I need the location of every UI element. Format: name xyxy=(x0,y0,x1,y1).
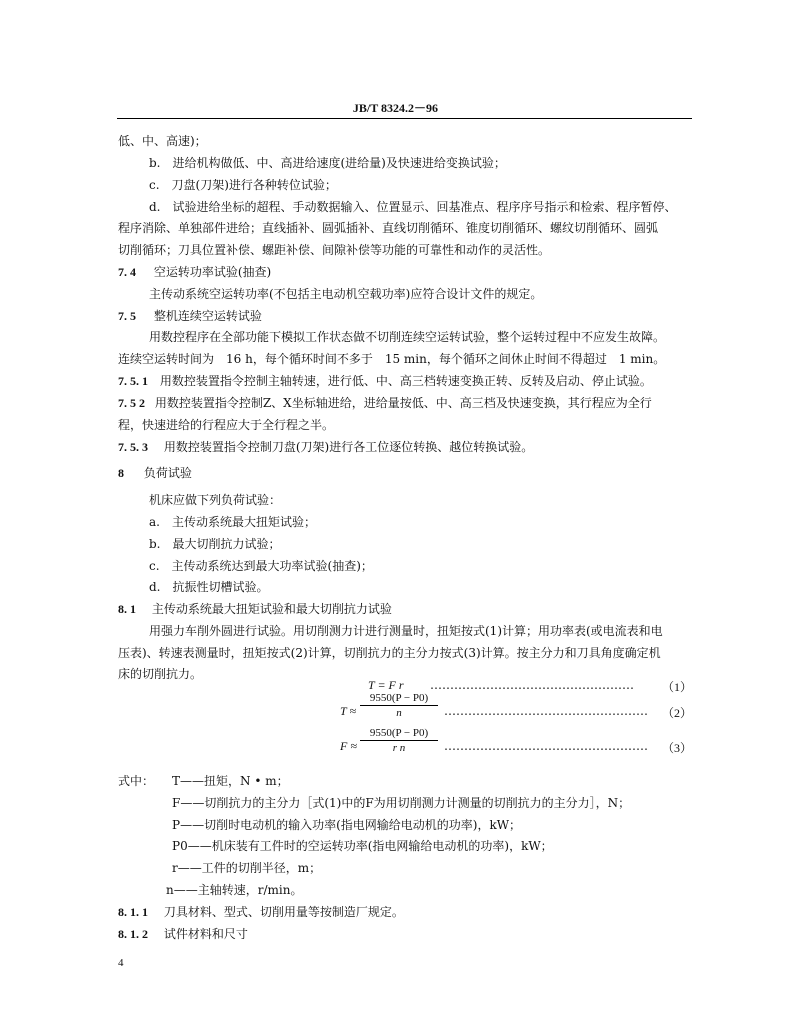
list-item-c: c. 刀盘(刀架)进行各种转位试验； xyxy=(149,178,337,192)
text-line: 连续空运转时间为 16 h，每个循环时间不多于 15 min，每个循环之间休止时间不得超过 1 min。 xyxy=(118,352,666,366)
section-text: 刀具材料、型式、切削用量等按制造厂规定。 xyxy=(163,905,404,919)
text-line: 机床应做下列负荷试验： xyxy=(149,493,282,507)
section-7-5-3 xyxy=(118,439,533,455)
equation-2-numerator: 9550(P − P0) xyxy=(369,692,429,704)
page-number: 4 xyxy=(118,957,124,969)
text-line: 低、中、高速)； xyxy=(118,134,207,148)
section-text: 用数控装置指令控制Z、X坐标轴进给，进给量按低、中、高三档及快速变换，其行程应为全行 xyxy=(154,396,652,410)
section-number: 8. 1 xyxy=(118,602,136,616)
equation-2-leader: …………………………………………… xyxy=(444,704,648,718)
list-item-b: b. 进给机构做低、中、高进给速度(进给量)及快速进给变换试验； xyxy=(149,156,506,170)
symbol-definition-T: T——扭矩，N • m； xyxy=(172,774,289,788)
section-7-5-1 xyxy=(118,373,652,389)
equation-2-fraction xyxy=(360,692,438,719)
text-line: 用强力车削外圆进行试验。用切削测力计进行测量时，扭矩按式(1)计算；用功率表(或电流表和电 xyxy=(149,624,663,638)
text-line: 程序消除、单独部件进给；直线插补、圆弧插补、直线切削循环、锥度切削循环、螺纹切削循环、圆弧 xyxy=(118,221,659,235)
section-7-4 xyxy=(118,264,271,280)
section-number: 7. 5 xyxy=(118,309,136,323)
section-title: 负荷试验 xyxy=(143,466,192,480)
list-item-a: a. 主传动系统最大扭矩试验； xyxy=(149,515,316,529)
fraction-bar xyxy=(360,705,438,706)
section-text: 用数控装置指令控制刀盘(刀架)进行各工位逐位转换、越位转换试验。 xyxy=(163,440,534,454)
section-8-1-1 xyxy=(118,904,404,920)
section-title: 主传动系统最大扭矩试验和最大切削抗力试验 xyxy=(151,602,392,616)
fraction-bar xyxy=(360,740,438,741)
text-line: 切削循环；刀具位置补偿、螺距补偿、间隙补偿等功能的可靠性和动作的灵活性。 xyxy=(118,243,551,257)
section-8 xyxy=(118,465,192,481)
section-number: 8 xyxy=(118,466,124,480)
equation-2-denominator: n xyxy=(396,707,402,719)
section-7-5-2 xyxy=(118,395,652,411)
text-line: 用数控程序在全部功能下模拟工作状态做不切削连续空运转试验，整个运转过程中不应发生故障。 xyxy=(149,330,666,344)
equation-3-leader: …………………………………………… xyxy=(444,739,648,753)
symbol-definition-r: r——工件的切削半径，m； xyxy=(172,861,322,875)
equation-3-number: （3） xyxy=(662,741,693,755)
equation-1-number: （1） xyxy=(662,680,693,694)
section-8-1 xyxy=(118,601,392,617)
equation-1: T = F r xyxy=(368,678,404,692)
text-line: 压表)、转速表测量时，扭矩按式(2)计算，切削抗力的主分力按式(3)计算。按主分力和刀具角度确定机 xyxy=(118,646,661,660)
symbol-definition-F: F——切削抗力的主分力［式(1)中的F为用切削测力计测量的切削抗力的主分力］，N； xyxy=(172,796,631,810)
section-title: 空运转功率试验(抽查) xyxy=(153,265,272,279)
equation-3-denominator: r n xyxy=(392,742,406,754)
equation-2-number: （2） xyxy=(662,706,693,720)
equation-2-lhs: T ≈ xyxy=(340,704,357,718)
list-item-d: d. 抗振性切槽试验。 xyxy=(149,580,269,594)
section-8-1-2 xyxy=(118,926,248,942)
section-number: 8. 1. 2 xyxy=(118,927,148,941)
equation-3-lhs: F ≈ xyxy=(340,739,357,753)
symbol-definition-P: P——切削时电动机的输入功率(指电网输给电动机的功率)，kW； xyxy=(172,818,522,832)
section-text: 试件材料和尺寸 xyxy=(163,927,248,941)
section-7-5 xyxy=(118,308,262,324)
list-item-b: b. 最大切削抗力试验； xyxy=(149,537,281,551)
where-label: 式中： xyxy=(118,774,155,788)
header-rule xyxy=(117,118,692,119)
equation-1-leader: …………………………………………… xyxy=(430,678,634,692)
equation-3-fraction xyxy=(360,727,438,754)
section-number: 7. 5. 1 xyxy=(118,374,148,388)
text-line: 程，快速进给的行程应大于全行程之半。 xyxy=(118,418,335,432)
section-number: 7. 4 xyxy=(118,265,136,279)
list-item-c: c. 主传动系统达到最大功率试验(抽查)； xyxy=(149,559,373,573)
list-item-d: d. 试验进给坐标的超程、手动数据输入、位置显示、回基准点、程序序号指示和检索、程序暂停、 xyxy=(149,200,677,214)
section-number: 8. 1. 1 xyxy=(118,905,148,919)
section-text: 用数控装置指令控制主轴转速，进行低、中、高三档转速变换正转、反转及启动、停止试验。 xyxy=(159,374,652,388)
symbol-definition-n: n——主轴转速，r/min。 xyxy=(166,883,303,897)
section-number: 7. 5. 3 xyxy=(118,440,148,454)
symbol-definition-P0: P0——机床装有工件时的空运转功率(指电网输给电动机的功率)，kW； xyxy=(172,839,553,853)
text-line: 床的切削抗力。 xyxy=(118,667,203,681)
text-line: 主传动系统空运转功率(不包括主电动机空载功率)应符合设计文件的规定。 xyxy=(149,287,543,301)
section-title: 整机连续空运转试验 xyxy=(153,309,262,323)
section-number: 7. 5 2 xyxy=(118,396,145,410)
equation-3-numerator: 9550(P − P0) xyxy=(369,727,429,739)
document-header: JB/T 8324.2－96 xyxy=(352,101,439,115)
